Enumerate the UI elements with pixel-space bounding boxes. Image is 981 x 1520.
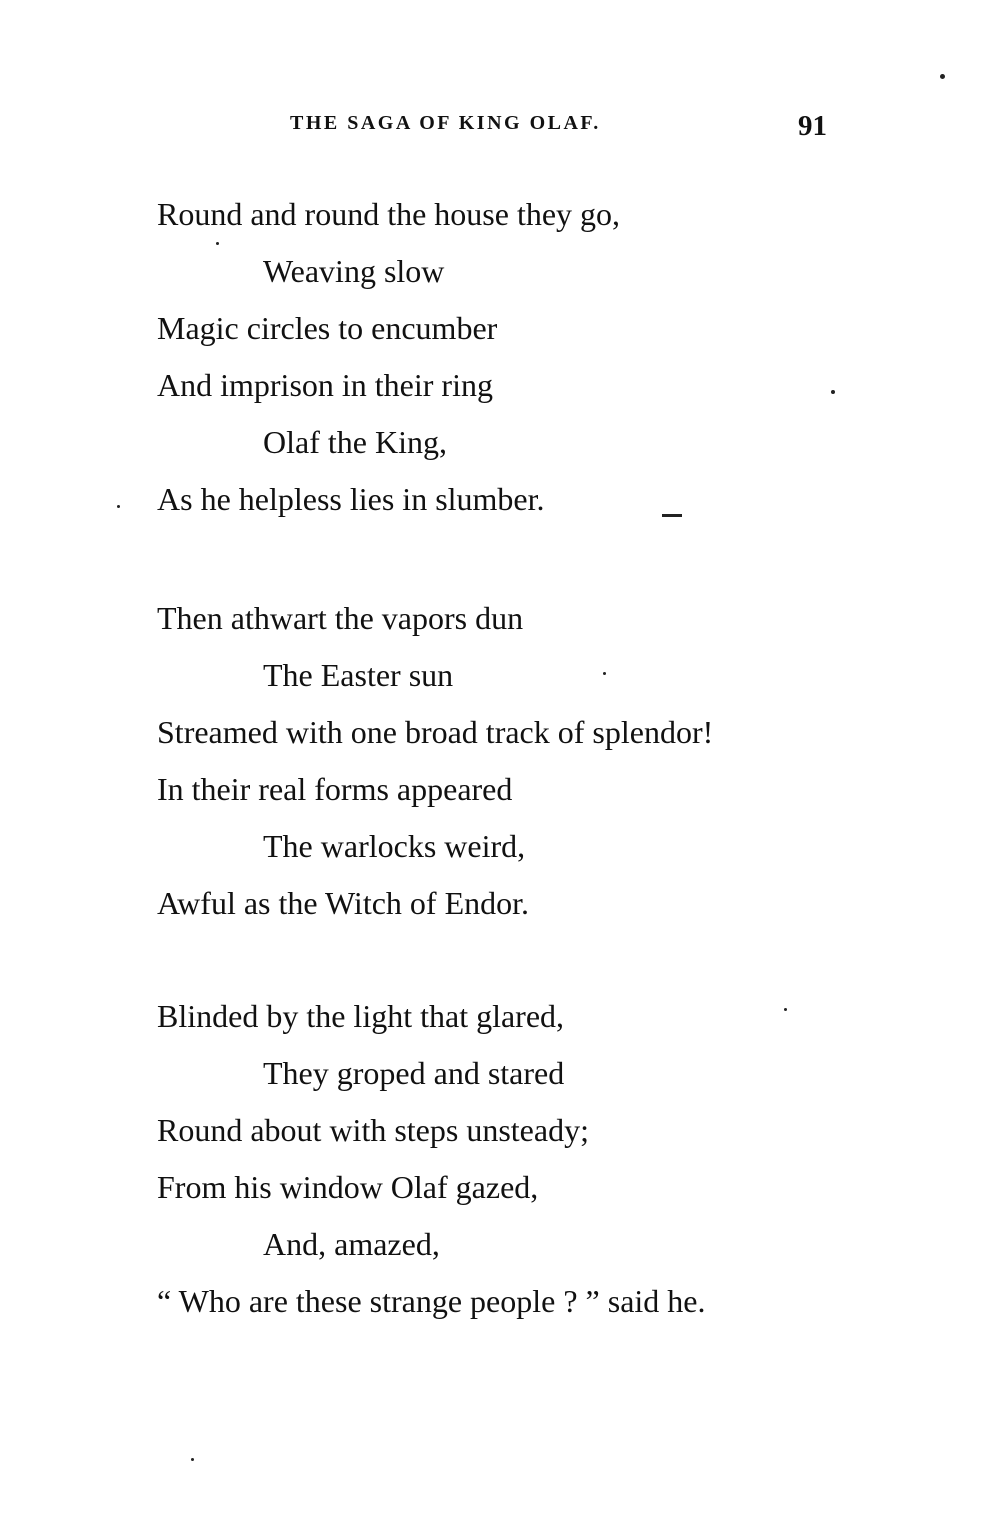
verse-line: Round about with steps unsteady;: [157, 1112, 589, 1148]
running-title: THE SAGA OF KING OLAF.: [290, 112, 601, 134]
verse-line-indented: Weaving slow: [263, 253, 445, 289]
verse-line: “ Who are these strange people ? ” said he.: [157, 1283, 706, 1319]
verse-line: From his window Olaf gazed,: [157, 1169, 539, 1205]
verse-line: And imprison in their ring: [157, 367, 493, 403]
scan-speck: [191, 1458, 194, 1461]
scan-speck: [831, 390, 835, 394]
verse-line-indented: Olaf the King,: [263, 424, 447, 460]
verse-line-indented: The warlocks weird,: [263, 828, 526, 864]
scan-mark: [662, 514, 682, 517]
verse-line-indented: And, amazed,: [263, 1226, 440, 1262]
scan-speck: [216, 242, 219, 245]
scan-speck: [940, 74, 945, 79]
verse-line: In their real forms appeared: [157, 771, 513, 807]
verse-line-indented: The Easter sun: [263, 657, 454, 693]
stanza-1: [157, 186, 620, 528]
scan-speck: [784, 1008, 787, 1011]
scan-speck: [117, 505, 120, 508]
verse-line: Blinded by the light that glared,: [157, 998, 565, 1034]
verse-line-indented: They groped and stared: [263, 1055, 565, 1091]
stanza-3: [157, 988, 706, 1330]
verse-line: Then athwart the vapors dun: [157, 600, 524, 636]
verse-line: As he helpless lies in slumber.: [157, 481, 545, 517]
verse-line: Magic circles to encumber: [157, 310, 498, 346]
scan-speck: [603, 672, 606, 675]
verse-line: Round and round the house they go,: [157, 196, 621, 232]
page-number: 91: [798, 110, 827, 142]
verse-line: Awful as the Witch of Endor.: [157, 885, 529, 921]
stanza-2: [157, 590, 713, 932]
verse-line: Streamed with one broad track of splendor!: [157, 714, 714, 750]
